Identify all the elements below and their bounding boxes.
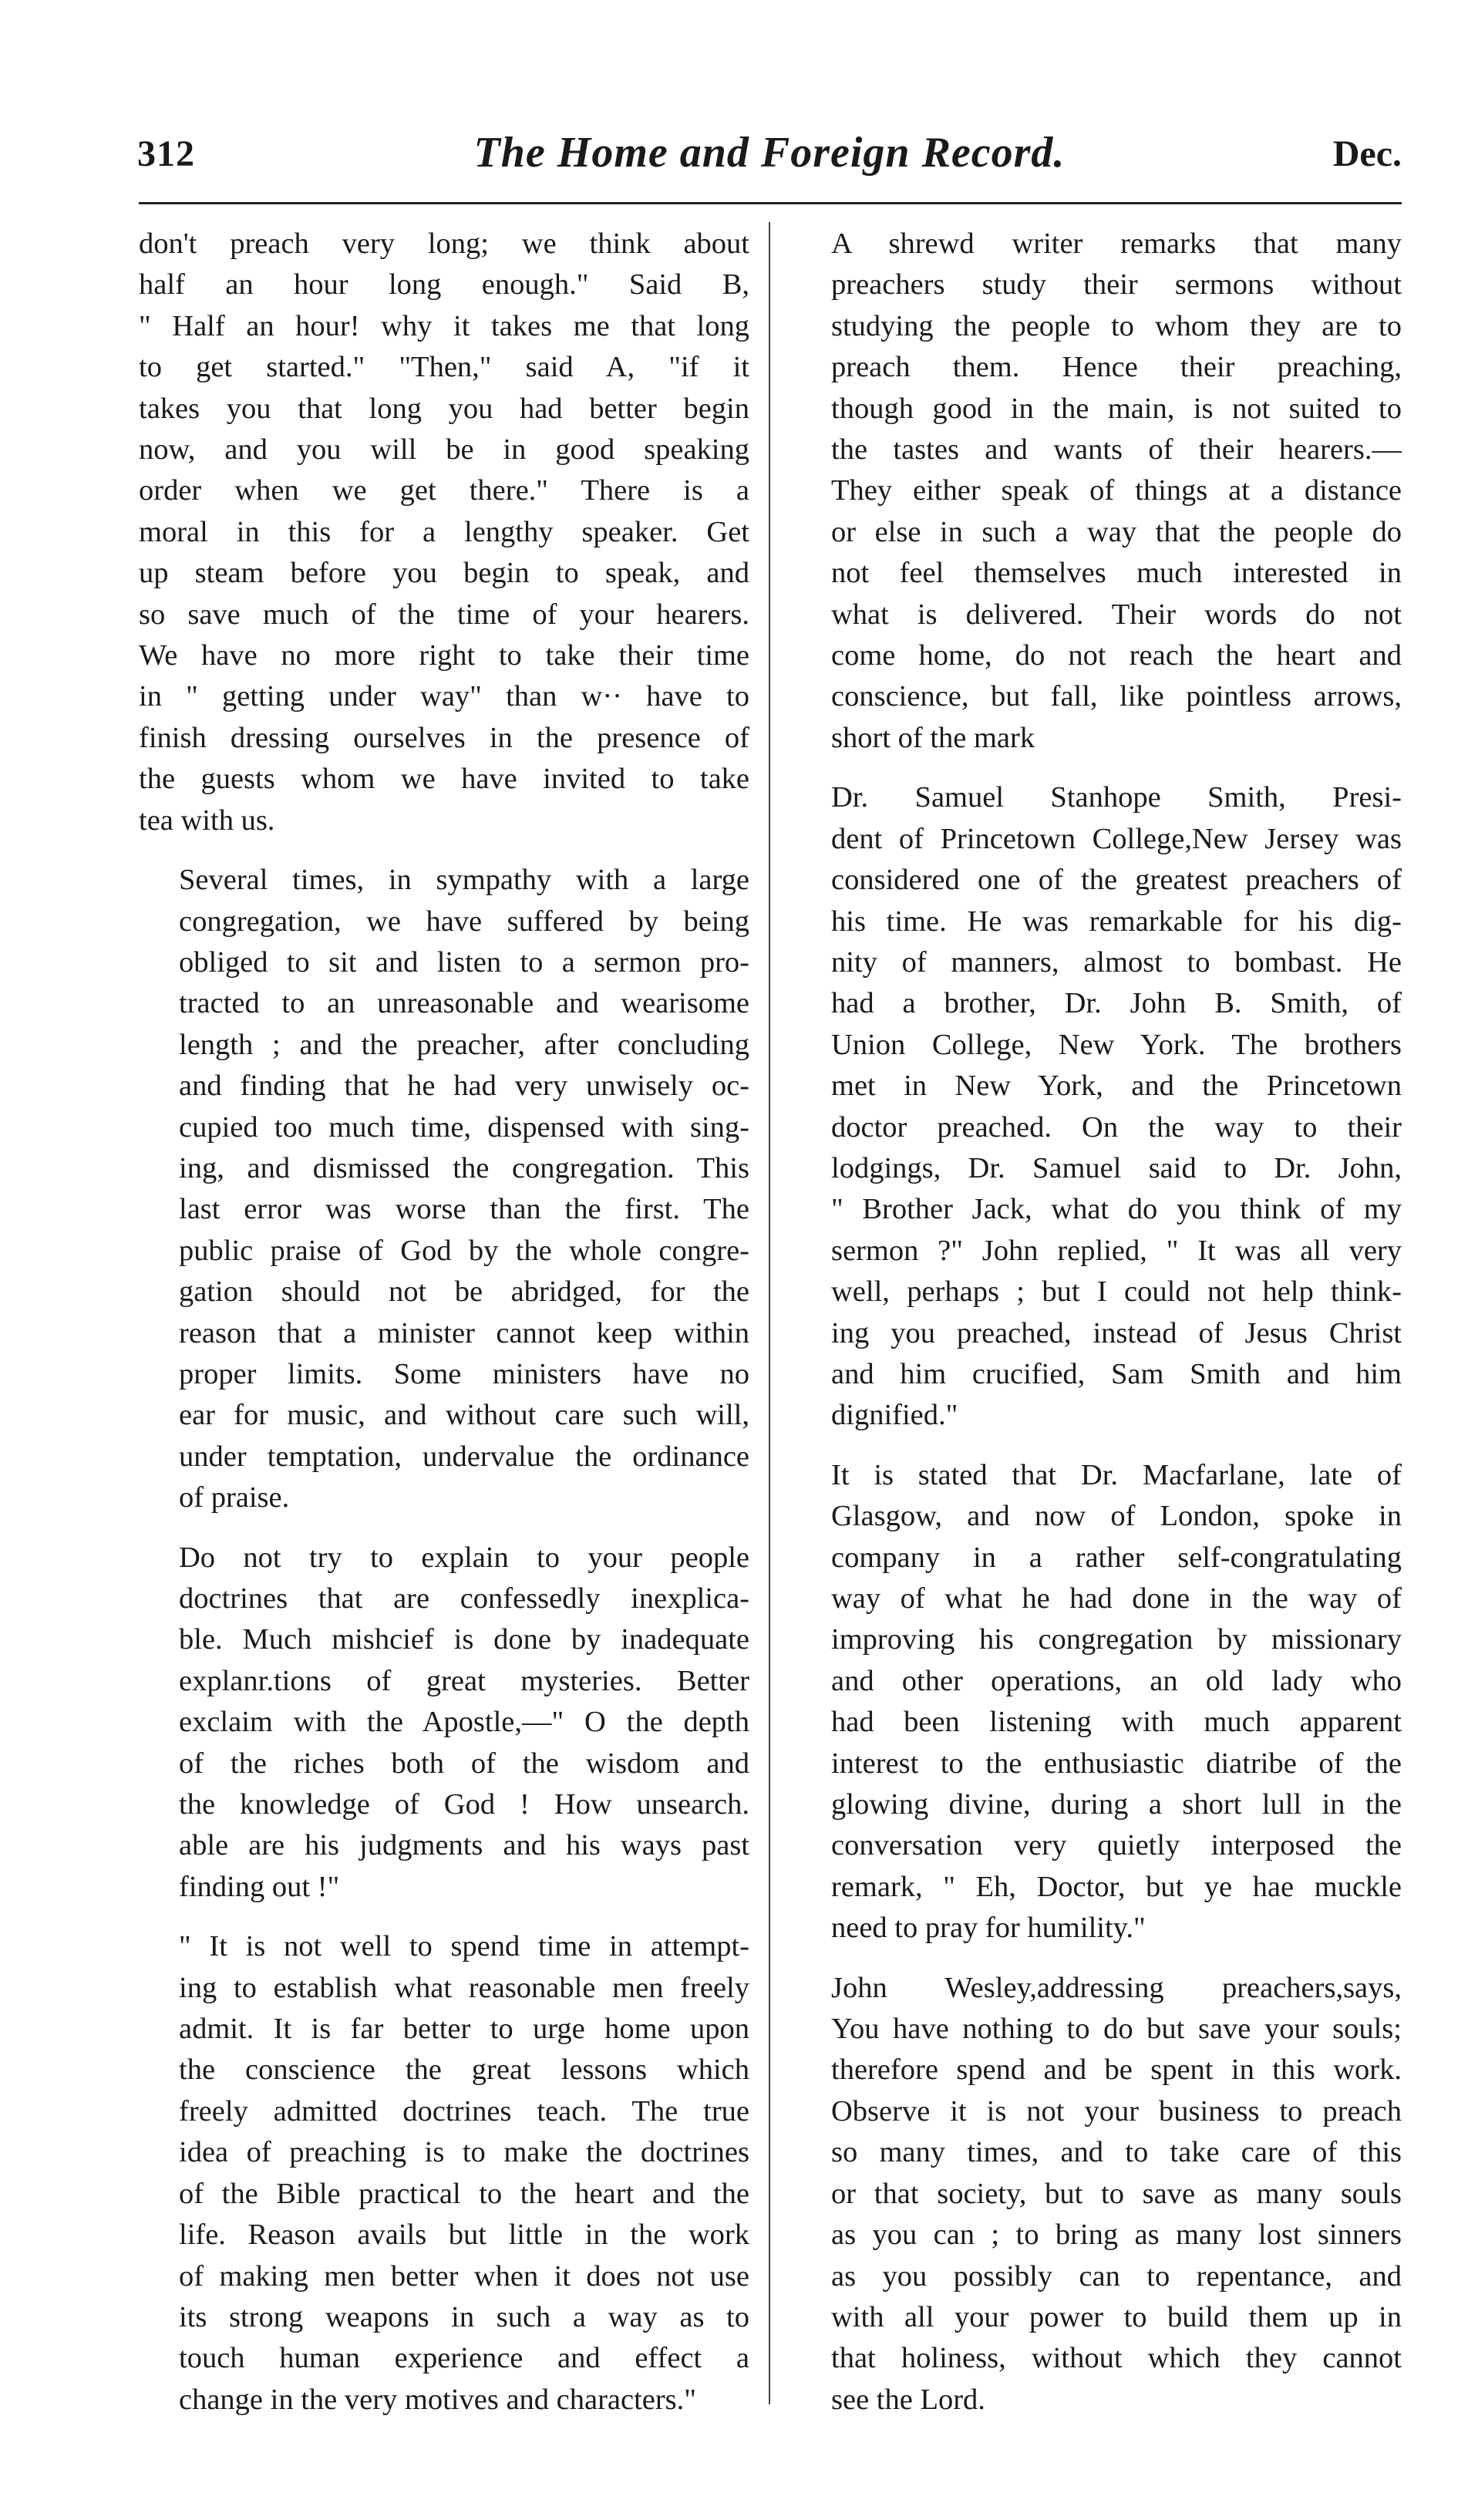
text-line: Glasgow, and now of London, spoke in [831, 1500, 1402, 1533]
text-line: You have nothing to do but save your souls; [831, 2013, 1402, 2046]
text-line: " Half an hour! why it takes me that long [139, 309, 749, 342]
text-line: not feel themselves much interested in [831, 557, 1402, 590]
paragraph-preaching-length [139, 224, 749, 841]
text-line: met in New York, and the Princetown [831, 1070, 1402, 1103]
text-line: able are his judgments and his ways past [179, 1829, 749, 1862]
text-line: They either speak of things at a distance [831, 474, 1402, 507]
text-line: congregation, we have suffered by being [179, 905, 749, 938]
text-line: ear for music, and without care such will, [179, 1399, 749, 1432]
text-line: its strong weapons in such a way as to [179, 2300, 749, 2333]
text-line: gation should not be abridged, for the [179, 1275, 749, 1309]
text-line: or that society, but to save as many souls [831, 2177, 1402, 2210]
text-line: ing, and dismissed the congregation. This [179, 1151, 749, 1184]
text-line: doctor preached. On the way to their [831, 1110, 1402, 1144]
text-line: had a brother, Dr. John B. Smith, of [831, 987, 1402, 1020]
text-line: exclaim with the Apostle,—" O the depth [179, 1706, 749, 1739]
paragraph-reasonable-men [139, 1926, 749, 2421]
text-line: Dr. Samuel Stanhope Smith, Presi- [831, 781, 1402, 814]
text-line: as you can ; to bring as many lost sinners [831, 2218, 1402, 2252]
text-line: under temptation, undervalue the ordinance [179, 1440, 749, 1473]
text-line: of making men better when it does not use [179, 2259, 749, 2293]
text-line: Observe it is not your business to preach [831, 2094, 1402, 2128]
text-line: or else in such a way that the people do [831, 515, 1402, 548]
text-line: Do not try to explain to your people [179, 1541, 749, 1574]
right-column [791, 224, 1402, 2421]
text-line: interest to the enthusiastic diatribe of the [831, 1747, 1402, 1780]
text-line: with all your power to build them up in [831, 2300, 1402, 2333]
text-line: reason that a minister cannot keep within [179, 1316, 749, 1349]
text-line: Union College, New York. The brothers [831, 1028, 1402, 1061]
text-line: ble. Much mishcief is done by inadequate [179, 1623, 749, 1656]
text-line: remark, " Eh, Doctor, but ye hae muckle [831, 1870, 1402, 1903]
header-month: Dec. [1332, 133, 1402, 174]
text-line: the conscience the great lessons which [179, 2053, 749, 2087]
text-line: glowing divine, during a short lull in the [831, 1788, 1402, 1821]
text-line: and finding that he had very unwisely oc- [179, 1070, 749, 1103]
text-line: lodgings, Dr. Samuel said to Dr. John, [831, 1151, 1402, 1184]
text-line: though good in the main, is not suited to [831, 392, 1402, 425]
text-line: of the Bible practical to the heart and the [179, 2177, 749, 2210]
text-line: and other operations, an old lady who [831, 1664, 1402, 1697]
left-column [139, 224, 749, 2421]
text-line: the tastes and wants of their hearers.— [831, 433, 1402, 467]
text-line: considered one of the greatest preachers of [831, 864, 1402, 897]
text-line: moral in this for a lengthy speaker. Get [139, 515, 749, 548]
paragraph-stanhope-smith [791, 777, 1402, 1437]
text-line: A shrewd writer remarks that many [831, 227, 1402, 260]
paragraph-shrewd-writer [791, 224, 1402, 759]
text-line: now, and you will be in good speaking [139, 433, 749, 467]
text-line: We have no more right to take their time [139, 639, 749, 672]
text-line: his time. He was remarkable for his dig- [831, 905, 1402, 938]
text-line: nity of manners, almost to bombast. He [831, 945, 1402, 979]
text-line: freely admitted doctrines teach. The true [179, 2094, 749, 2128]
paragraph-macfarlane [791, 1455, 1402, 1949]
text-line: what is delivered. Their words do not [831, 598, 1402, 631]
text-line: tea with us. [139, 804, 275, 837]
text-line: finish dressing ourselves in the presence of [139, 721, 749, 754]
text-line: John Wesley,addressing preachers,says, [831, 1971, 1402, 2004]
text-line: " It is not well to spend time in attempt- [179, 1930, 749, 1963]
text-line: obliged to sit and listen to a sermon pro- [179, 945, 749, 979]
text-line: change in the very motives and characters." [179, 2383, 697, 2416]
text-line: the knowledge of God ! How unsearch. [179, 1788, 749, 1821]
text-line: way of what he had done in the way of [831, 1582, 1402, 1615]
text-line: idea of preaching is to make the doctrines [179, 2136, 749, 2169]
text-line: life. Reason avails but little in the work [179, 2218, 749, 2252]
paragraph-explaining-doctrines [139, 1538, 749, 1909]
text-line: conscience, but fall, like pointless arrows, [831, 680, 1402, 713]
text-line: proper limits. Some ministers have no [179, 1357, 749, 1390]
text-line: so many times, and to take care of this [831, 2136, 1402, 2169]
header-rule [139, 202, 1402, 204]
text-line: length ; and the preacher, after concluding [179, 1028, 749, 1061]
text-line: studying the people to whom they are to [831, 309, 1402, 342]
text-line: and him crucified, Sam Smith and him [831, 1357, 1402, 1390]
text-line: the guests whom we have invited to take [139, 763, 749, 796]
paragraph-john-wesley [791, 1968, 1402, 2421]
text-line: half an hour long enough." Said B, [139, 268, 749, 302]
paragraph-protracted-sermon [139, 860, 749, 1519]
text-line: last error was worse than the first. The [179, 1193, 749, 1226]
text-line: sermon ?" John replied, " It was all very [831, 1234, 1402, 1267]
text-line: in " getting under way" than w·· have to [139, 680, 749, 713]
text-line: so save much of the time of your hearers. [139, 598, 749, 631]
text-line: It is stated that Dr. Macfarlane, late of [831, 1458, 1402, 1491]
text-line: admit. It is far better to urge home upon [179, 2013, 749, 2046]
text-line: to get started." "Then," said A, "if it [139, 351, 749, 384]
text-line: explanr.tions of great mysteries. Better [179, 1664, 749, 1697]
text-line: that holiness, without which they cannot [831, 2342, 1402, 2375]
text-line: takes you that long you had better begin [139, 392, 749, 425]
text-line: need to pray for humility." [831, 1912, 1146, 1945]
text-line: ing you preached, instead of Jesus Christ [831, 1316, 1402, 1349]
text-line: of the riches both of the wisdom and [179, 1747, 749, 1780]
text-line: company in a rather self-congratulating [831, 1541, 1402, 1574]
column-divider [769, 222, 770, 2404]
text-line: cupied too much time, dispensed with sing- [179, 1110, 749, 1144]
text-line: dignified." [831, 1399, 958, 1432]
text-line: see the Lord. [831, 2383, 985, 2416]
text-line: of praise. [179, 1481, 290, 1514]
text-line: improving his congregation by missionary [831, 1623, 1402, 1656]
page-number: 312 [137, 133, 195, 174]
text-line: come home, do not reach the heart and [831, 639, 1402, 672]
text-line: ing to establish what reasonable men freely [179, 1971, 749, 2004]
running-title: The Home and Foreign Record. [473, 129, 1066, 177]
text-line: preach them. Hence their preaching, [831, 351, 1402, 384]
text-line: as you possibly can to repentance, and [831, 2259, 1402, 2293]
text-line: up steam before you begin to speak, and [139, 557, 749, 590]
text-line: Several times, in sympathy with a large [179, 864, 749, 897]
text-line: had been listening with much apparent [831, 1706, 1402, 1739]
text-line: don't preach very long; we think about [139, 227, 749, 260]
text-line: preachers study their sermons without [831, 268, 1402, 302]
text-line: finding out !" [179, 1870, 340, 1903]
text-line: short of the mark [831, 721, 1035, 754]
page-header [137, 129, 1402, 187]
text-line: touch human experience and effect a [179, 2342, 749, 2375]
text-line: dent of Princetown College,New Jersey was [831, 822, 1402, 855]
text-line: therefore spend and be spent in this work. [831, 2053, 1402, 2087]
text-line: doctrines that are confessedly inexplica- [179, 1582, 749, 1615]
text-line: " Brother Jack, what do you think of my [831, 1193, 1402, 1226]
text-line: tracted to an unreasonable and wearisome [179, 987, 749, 1020]
text-line: well, perhaps ; but I could not help think- [831, 1275, 1402, 1309]
text-line: public praise of God by the whole congre- [179, 1234, 749, 1267]
text-line: order when we get there." There is a [139, 474, 749, 507]
text-line: conversation very quietly interposed the [831, 1829, 1402, 1862]
